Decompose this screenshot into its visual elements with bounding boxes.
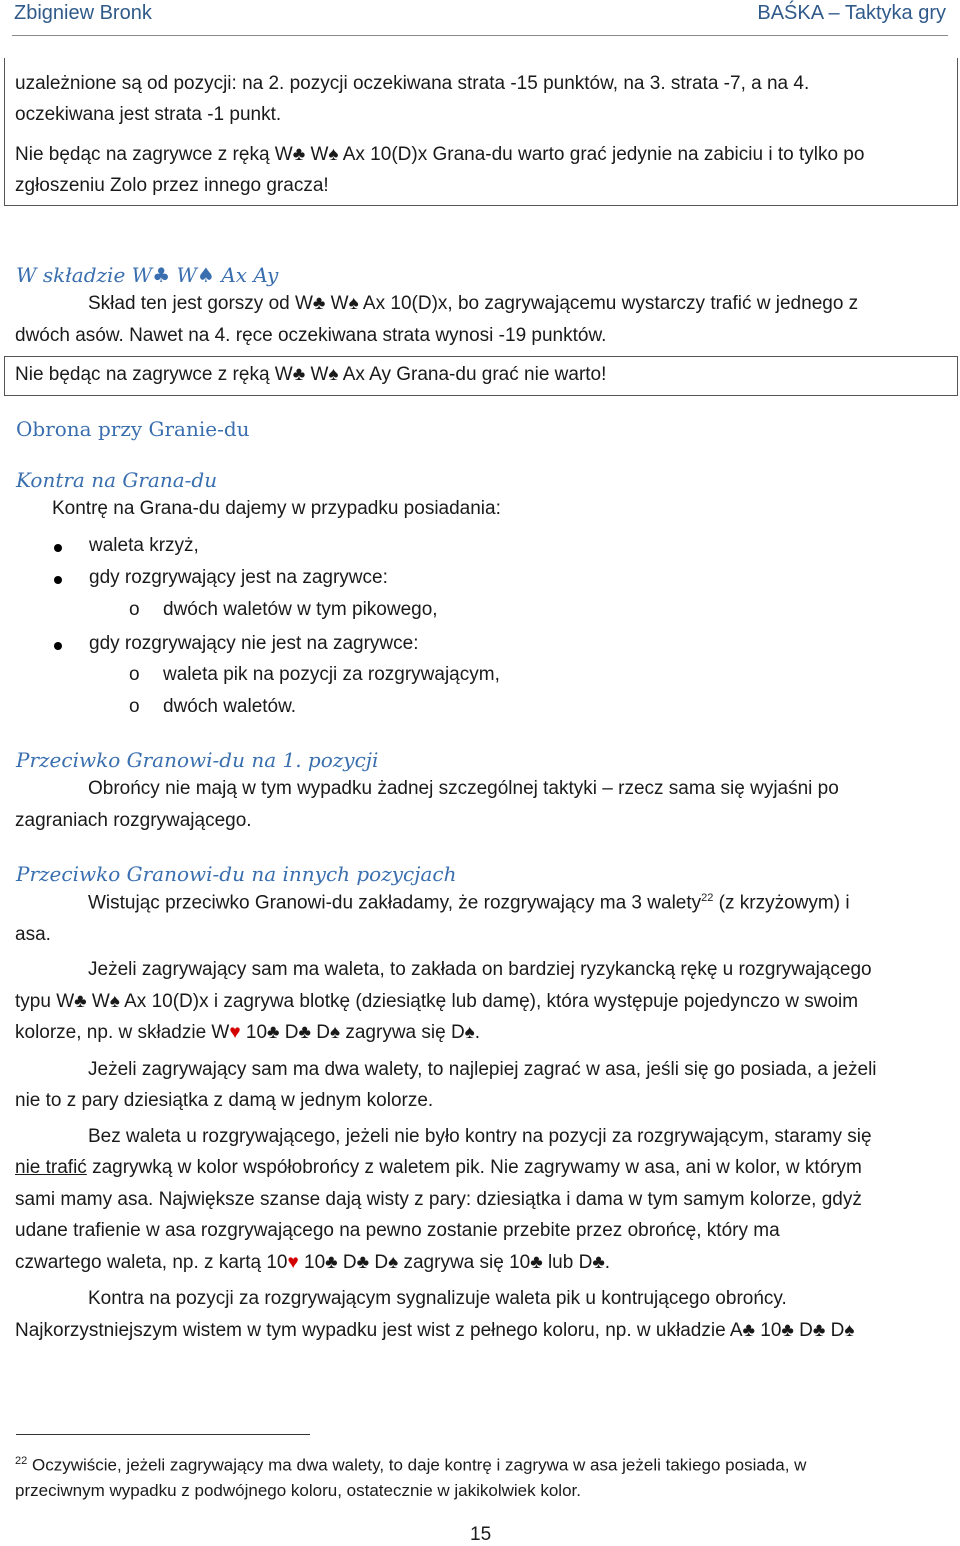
intro-line-3: Nie będąc na zagrywce z ręką W♣ W♠ Ax 10(D)x Grana-du warto grać jedynie na zabiciu i to tylko po <box>15 144 865 165</box>
inne-p2-line-1: Jeżeli zagrywający sam ma waleta, to zakłada on bardziej ryzykancką rękę u rozgrywającego <box>88 959 872 980</box>
inne-p4-text: zagrywką w kolor współobrońcy z waletem pik. Nie zagrywamy w asa, ani w kolor, w którym <box>86 1157 862 1178</box>
kontra-bullet-2: gdy rozgrywający jest na zagrywce: <box>89 567 388 588</box>
sub-marker: o <box>129 696 140 717</box>
header-divider <box>12 35 948 36</box>
inne-p1-text: Wistując przeciwko Granowi-du zakładamy, że rozgrywający ma 3 walety <box>88 892 702 914</box>
w-ax-ay-box-line: Nie będąc na zagrywce z ręką W♣ W♠ Ax Ay Grana-du grać nie warto! <box>15 364 607 385</box>
inne-p3-line-1: Jeżeli zagrywający sam ma dwa walety, to najlepiej zagrać w asa, jeśli się go posiada, a jeżeli <box>88 1059 877 1080</box>
w-ax-ay-para-line-2: dwóch asów. Nawet na 4. ręce oczekiwana strata wynosi -19 punktów. <box>15 325 607 346</box>
inne-p4-text-end: 10♣ D♣ D♠ zagrywa się 10♣ lub D♣. <box>298 1252 611 1273</box>
bullet-marker <box>54 642 62 650</box>
heading-w-ax-ay: W składzie W♣ W♠ Ax Ay <box>16 263 279 287</box>
footnote-number: 22 <box>15 1455 28 1467</box>
kontra-sub-3: dwóch waletów. <box>163 696 297 717</box>
bullet-marker <box>54 576 62 584</box>
footnote-line-2: przeciwnym wypadku z podwójnego koloru, ostatecznie w jakikolwiek kolor. <box>15 1481 581 1500</box>
inne-p4-text-start: czwartego waleta, np. z kartą 10 <box>15 1252 288 1273</box>
inne-p1-line-2: asa. <box>15 924 51 945</box>
inne-p4-line-2 <box>15 1157 862 1179</box>
przeciwko-1-line-1: Obrońcy nie mają w tym wypadku żadnej szczególnej taktyki – rzecz sama się wyjaśni po <box>88 778 839 799</box>
sub-marker: o <box>129 664 140 685</box>
page-number: 15 <box>470 1524 492 1545</box>
inne-p2-line-2: typu W♣ W♠ Ax 10(D)x i zagrywa blotkę (dziesiątkę lub damę), która występuje pojedynczo w swoim <box>15 991 859 1012</box>
heart-suit-icon: ♥ <box>287 1252 299 1273</box>
intro-line-1: uzależnione są od pozycji: na 2. pozycji oczekiwana strata -15 punktów, na 3. strata -7, a na 4. <box>15 73 810 94</box>
kontra-sub-2: waleta pik na pozycji za rozgrywającym, <box>163 664 500 685</box>
heading-przeciwko-inne: Przeciwko Granowi-du na innych pozycjach <box>16 862 457 886</box>
kontra-bullet-1: waleta krzyż, <box>89 535 199 556</box>
footnote-divider <box>16 1434 310 1435</box>
header-author: Zbigniew Bronk <box>14 2 152 24</box>
footnote-ref[interactable]: 22 <box>701 892 714 904</box>
inne-p4-line-4: udane trafienie w asa rozgrywającego na pewno zostanie przebite przez obrońcę, który ma <box>15 1220 780 1241</box>
page-header <box>0 0 960 40</box>
kontra-bullet-3: gdy rozgrywający nie jest na zagrywce: <box>89 633 419 654</box>
footnote-text: Oczywiście, jeżeli zagrywający ma dwa walety, to daje kontrę i zagrywa w asa jeżeli takiego posiada, w <box>27 1455 807 1475</box>
heading-kontra: Kontra na Grana-du <box>16 468 218 492</box>
sub-marker: o <box>129 599 140 620</box>
header-title: BAŚKA – Taktyka gry <box>757 2 946 24</box>
kontra-intro: Kontrę na Grana-du dajemy w przypadku posiadania: <box>52 498 501 519</box>
heading-obrona: Obrona przy Granie-du <box>16 417 250 441</box>
inne-p5-line-1: Kontra na pozycji za rozgrywającym sygnalizuje waleta pik u kontrującego obrońcy. <box>88 1288 787 1309</box>
heading-przeciwko-1: Przeciwko Granowi-du na 1. pozycji <box>16 748 379 772</box>
footnote-line-1 <box>15 1455 806 1476</box>
intro-line-2: oczekiwana jest strata -1 punkt. <box>15 104 282 125</box>
inne-p5-line-2: Najkorzystniejszym wistem w tym wypadku jest wist z pełnego koloru, np. w układzie A♣ 10♣ D♣ D♠ <box>15 1320 855 1341</box>
inne-p2-text: kolorze, np. w składzie W <box>15 1022 230 1043</box>
inne-p1-line-1 <box>88 892 850 914</box>
w-ax-ay-para-line-1: Skład ten jest gorszy od W♣ W♠ Ax 10(D)x, bo zagrywającemu wystarczy trafić w jednego z <box>88 293 859 314</box>
bullet-marker <box>54 544 62 552</box>
inne-p1-text-end: (z krzyżowym) i <box>713 892 850 914</box>
inne-p4-line-3: sami mamy asa. Największe szanse dają wisty z pary: dziesiątka i dama w tym samym kolorze, gdyż <box>15 1189 862 1210</box>
inne-p4-line-5 <box>15 1252 610 1274</box>
kontra-sub-1: dwóch waletów w tym pikowego, <box>163 599 438 620</box>
inne-p3-line-2: nie to z pary dziesiątka z damą w jednym kolorze. <box>15 1090 434 1111</box>
inne-p2-line-3 <box>15 1022 480 1044</box>
heart-suit-icon: ♥ <box>229 1022 241 1043</box>
underlined-text: nie trafić <box>15 1157 87 1178</box>
intro-line-4: zgłoszeniu Zolo przez innego gracza! <box>15 175 329 196</box>
inne-p2-text-end: 10♣ D♣ D♠ zagrywa się D♠. <box>240 1022 481 1043</box>
przeciwko-1-line-2: zagraniach rozgrywającego. <box>15 810 252 831</box>
inne-p4-line-1: Bez waleta u rozgrywającego, jeżeli nie było kontry na pozycji za rozgrywającym, staramy się <box>88 1126 872 1147</box>
